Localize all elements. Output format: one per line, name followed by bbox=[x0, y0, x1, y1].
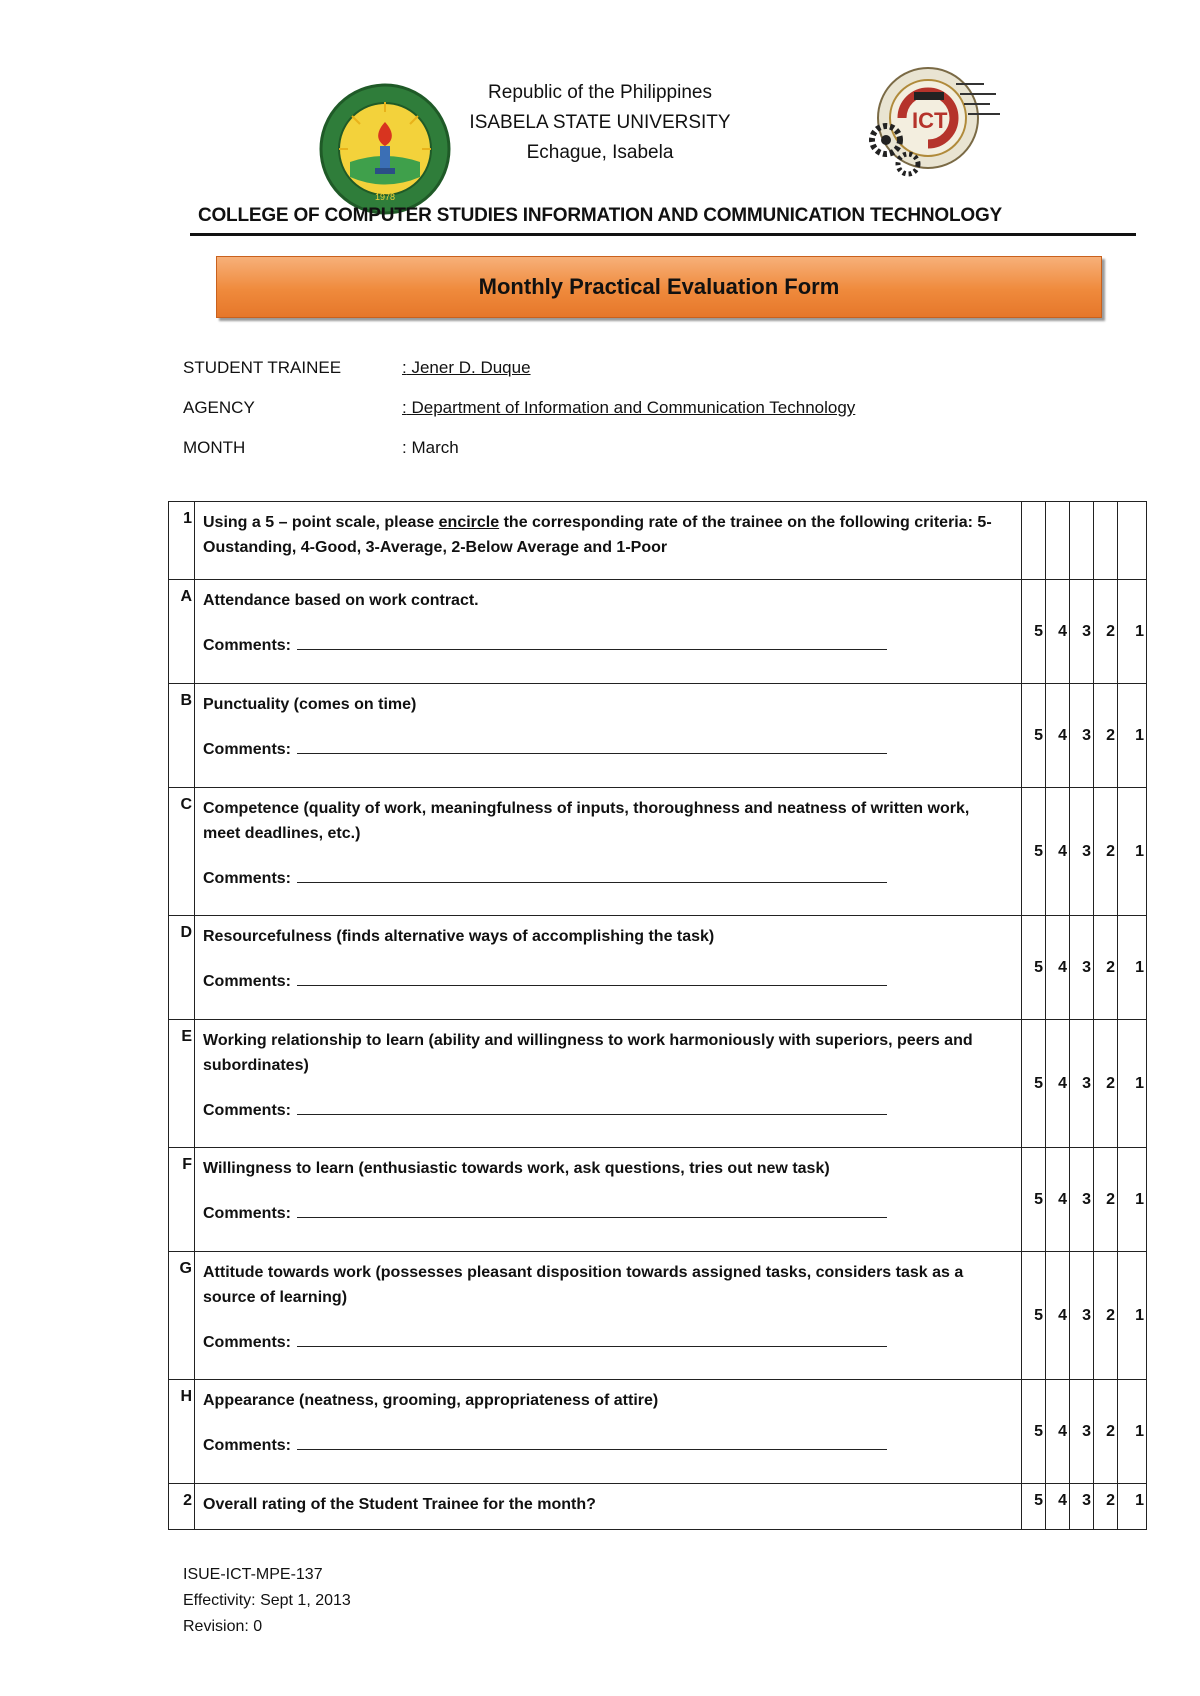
instruction-text: Using a 5 – point scale, please encircle the corresponding rate of the trainee on the following criteria: 5-Oustanding, 4-Good, 3-Average, 2-Below Average and 1-Poor bbox=[195, 502, 1022, 580]
rating-option[interactable]: 3 bbox=[1070, 916, 1094, 1020]
criterion-text: Competence (quality of work, meaningfulness of inputs, thoroughness and neatness of written work, meet deadlines, etc.) bbox=[203, 800, 970, 842]
comment-line[interactable] bbox=[297, 1203, 887, 1218]
criterion-text: Willingness to learn (enthusiastic towards work, ask questions, tries out new task) bbox=[203, 1160, 830, 1177]
criterion-row bbox=[169, 1252, 1147, 1380]
rating-option[interactable]: 1 bbox=[1118, 1380, 1147, 1484]
comments-label: Comments: bbox=[203, 1205, 292, 1222]
criterion-letter: D bbox=[169, 916, 195, 1020]
overall-rating-option[interactable]: 3 bbox=[1070, 1484, 1094, 1530]
svg-text:1978: 1978 bbox=[374, 192, 396, 202]
criterion-letter: E bbox=[169, 1020, 195, 1148]
criterion-text: Attendance based on work contract. bbox=[203, 592, 479, 609]
rating-option[interactable]: 3 bbox=[1070, 1252, 1094, 1380]
rating-option[interactable]: 5 bbox=[1022, 788, 1046, 916]
form-code: ISUE-ICT-MPE-137 bbox=[183, 1566, 323, 1583]
rating-option[interactable]: 4 bbox=[1046, 1148, 1070, 1252]
comment-field[interactable] bbox=[203, 1201, 1011, 1226]
criterion-text: Appearance (neatness, grooming, appropriateness of attire) bbox=[203, 1392, 659, 1409]
comment-line[interactable] bbox=[297, 1332, 887, 1347]
rating-option[interactable]: 1 bbox=[1118, 1148, 1147, 1252]
instruction-row bbox=[169, 502, 1147, 580]
criterion-text: Working relationship to learn (ability and willingness to work harmoniously with superiors, peers and subordinates) bbox=[203, 1032, 973, 1074]
comment-line[interactable] bbox=[297, 868, 887, 883]
rating-option[interactable]: 5 bbox=[1022, 1020, 1046, 1148]
criterion-text-cell bbox=[195, 684, 1022, 788]
criterion-text-cell bbox=[195, 1380, 1022, 1484]
overall-rating-option[interactable]: 2 bbox=[1094, 1484, 1118, 1530]
overall-rating-option[interactable]: 4 bbox=[1046, 1484, 1070, 1530]
rating-option[interactable]: 2 bbox=[1094, 684, 1118, 788]
rating-option[interactable]: 1 bbox=[1118, 1252, 1147, 1380]
comment-line[interactable] bbox=[297, 971, 887, 986]
rating-option[interactable]: 4 bbox=[1046, 1380, 1070, 1484]
evaluation-table bbox=[168, 501, 1147, 1530]
rating-option[interactable]: 3 bbox=[1070, 684, 1094, 788]
month-value: : March bbox=[402, 438, 459, 457]
criterion-letter: F bbox=[169, 1148, 195, 1252]
criterion-text-cell bbox=[195, 1020, 1022, 1148]
criterion-row bbox=[169, 1020, 1147, 1148]
rating-option[interactable]: 4 bbox=[1046, 916, 1070, 1020]
criterion-row bbox=[169, 580, 1147, 684]
criterion-row bbox=[169, 1148, 1147, 1252]
form-title: Monthly Practical Evaluation Form bbox=[478, 274, 840, 299]
rating-option[interactable]: 4 bbox=[1046, 1252, 1070, 1380]
criterion-text-cell bbox=[195, 916, 1022, 1020]
criterion-text-cell bbox=[195, 788, 1022, 916]
rating-option[interactable]: 5 bbox=[1022, 916, 1046, 1020]
rating-option[interactable]: 3 bbox=[1070, 1148, 1094, 1252]
form-revision: Revision: 0 bbox=[183, 1618, 263, 1635]
instruction-number: 1 bbox=[169, 502, 195, 580]
rating-option[interactable]: 1 bbox=[1118, 916, 1147, 1020]
comment-field[interactable] bbox=[203, 866, 1011, 891]
rating-option[interactable]: 5 bbox=[1022, 1252, 1046, 1380]
rating-option[interactable]: 2 bbox=[1094, 580, 1118, 684]
overall-row bbox=[169, 1484, 1147, 1530]
comment-field[interactable] bbox=[203, 1098, 1011, 1123]
college-name: COLLEGE OF COMPUTER STUDIES INFORMATION AND COMMUNICATION TECHNOLOGY bbox=[197, 205, 1003, 226]
comment-line[interactable] bbox=[297, 1435, 887, 1450]
comments-label: Comments: bbox=[203, 1437, 292, 1454]
rating-option[interactable]: 1 bbox=[1118, 684, 1147, 788]
comments-label: Comments: bbox=[203, 637, 292, 654]
criterion-letter: A bbox=[169, 580, 195, 684]
criterion-row bbox=[169, 916, 1147, 1020]
comment-field[interactable] bbox=[203, 737, 1011, 762]
overall-rating-option[interactable]: 1 bbox=[1118, 1484, 1147, 1530]
form-effectivity: Effectivity: Sept 1, 2013 bbox=[183, 1592, 351, 1609]
criterion-row bbox=[169, 788, 1147, 916]
criterion-row bbox=[169, 684, 1147, 788]
rating-option[interactable]: 5 bbox=[1022, 580, 1046, 684]
header-divider bbox=[190, 233, 1136, 236]
criterion-row bbox=[169, 1380, 1147, 1484]
comment-field[interactable] bbox=[203, 969, 1011, 994]
criterion-text-cell bbox=[195, 580, 1022, 684]
rating-option[interactable]: 5 bbox=[1022, 684, 1046, 788]
criterion-text-cell bbox=[195, 1252, 1022, 1380]
rating-option[interactable]: 5 bbox=[1022, 1380, 1046, 1484]
rating-option[interactable]: 1 bbox=[1118, 580, 1147, 684]
rating-option[interactable]: 4 bbox=[1046, 1020, 1070, 1148]
criterion-text: Punctuality (comes on time) bbox=[203, 696, 417, 713]
rating-option[interactable]: 2 bbox=[1094, 1148, 1118, 1252]
comments-label: Comments: bbox=[203, 1102, 292, 1119]
criterion-letter: H bbox=[169, 1380, 195, 1484]
svg-text:ICT: ICT bbox=[912, 108, 948, 133]
rating-option[interactable]: 3 bbox=[1070, 580, 1094, 684]
rating-option[interactable]: 4 bbox=[1046, 580, 1070, 684]
overall-number: 2 bbox=[169, 1484, 195, 1530]
rating-option[interactable]: 3 bbox=[1070, 1380, 1094, 1484]
header-university: ISABELA STATE UNIVERSITY bbox=[469, 112, 731, 133]
agency-label: AGENCY bbox=[183, 398, 255, 417]
comment-field[interactable] bbox=[203, 633, 1011, 658]
criterion-letter: C bbox=[169, 788, 195, 916]
header-location: Echague, Isabela bbox=[526, 142, 674, 163]
criterion-text-cell bbox=[195, 1148, 1022, 1252]
comment-field[interactable] bbox=[203, 1330, 1011, 1355]
comment-field[interactable] bbox=[203, 1433, 1011, 1458]
criterion-text: Resourcefulness (finds alternative ways of accomplishing the task) bbox=[203, 928, 715, 945]
criterion-letter: B bbox=[169, 684, 195, 788]
comment-line[interactable] bbox=[297, 635, 887, 650]
trainee-value: : Jener D. Duque bbox=[402, 358, 531, 377]
rating-option[interactable]: 1 bbox=[1118, 788, 1147, 916]
month-label: MONTH bbox=[183, 438, 246, 457]
form-title-banner bbox=[216, 256, 1102, 318]
comment-line[interactable] bbox=[297, 1100, 887, 1115]
comments-label: Comments: bbox=[203, 741, 292, 758]
comment-line[interactable] bbox=[297, 739, 887, 754]
header-republic: Republic of the Philippines bbox=[488, 82, 712, 103]
rating-option[interactable]: 2 bbox=[1094, 1020, 1118, 1148]
rating-option[interactable]: 1 bbox=[1118, 1020, 1147, 1148]
comments-label: Comments: bbox=[203, 1334, 292, 1351]
rating-option[interactable]: 2 bbox=[1094, 788, 1118, 916]
overall-rating-option[interactable]: 5 bbox=[1022, 1484, 1046, 1530]
comments-label: Comments: bbox=[203, 870, 292, 887]
rating-option[interactable]: 2 bbox=[1094, 1380, 1118, 1484]
criterion-text: Attitude towards work (possesses pleasant disposition towards assigned tasks, considers task as a source of learning) bbox=[203, 1264, 964, 1306]
criterion-letter: G bbox=[169, 1252, 195, 1380]
rating-option[interactable]: 3 bbox=[1070, 788, 1094, 916]
rating-option[interactable]: 2 bbox=[1094, 916, 1118, 1020]
rating-option[interactable]: 5 bbox=[1022, 1148, 1046, 1252]
overall-text: Overall rating of the Student Trainee for the month? bbox=[195, 1484, 1022, 1530]
agency-value: : Department of Information and Communication Technology bbox=[402, 398, 856, 417]
rating-option[interactable]: 3 bbox=[1070, 1020, 1094, 1148]
rating-option[interactable]: 4 bbox=[1046, 788, 1070, 916]
trainee-label: STUDENT TRAINEE bbox=[183, 358, 342, 377]
rating-option[interactable]: 4 bbox=[1046, 684, 1070, 788]
rating-option[interactable]: 2 bbox=[1094, 1252, 1118, 1380]
comments-label: Comments: bbox=[203, 973, 292, 990]
